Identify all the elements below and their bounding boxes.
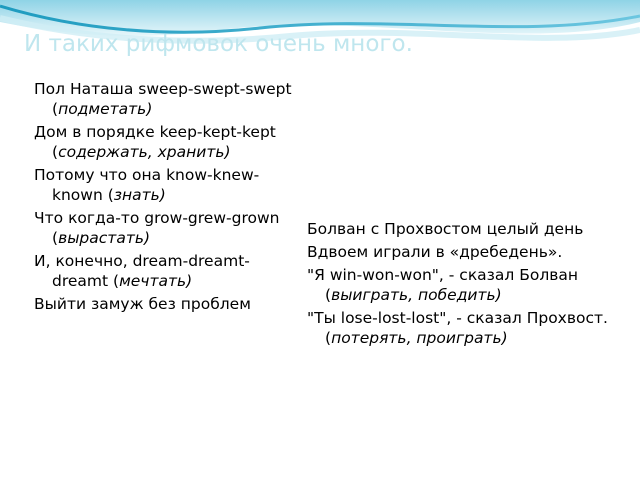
list-item: "Я win-won-won", - сказал Болван (выиграть, победить): [307, 266, 579, 304]
slide-title: И таких рифмовок очень много.: [24, 31, 413, 57]
list-item: Потому что она know-knew-known (знать): [34, 166, 260, 204]
translation: вырастать): [58, 229, 151, 247]
list-item: Болван с Прохвостом целый день: [307, 220, 584, 238]
list-item: "Ты lose-lost-lost", - сказал Прохвост. (потерять, проиграть): [307, 309, 608, 347]
list-item: Вдвоем играли в «дребедень».: [307, 243, 563, 261]
list-item: Выйти замуж без проблем: [34, 295, 251, 313]
translation: потерять, проиграть): [331, 329, 508, 347]
translation: выиграть, победить): [331, 286, 502, 304]
list-item: Дом в порядке keep-kept-kept (содержать, хранить): [34, 123, 276, 161]
translation: подметать): [58, 100, 153, 118]
list-item: Что когда-то grow-grew-grown (вырастать): [34, 209, 280, 247]
right-rhyme-list: [307, 219, 617, 351]
list-item: И, конечно, dream-dreamt-dreamt (мечтать): [34, 252, 250, 290]
left-rhyme-list: [34, 79, 299, 317]
translation: мечтать): [119, 272, 193, 290]
list-item: Пол Наташа sweep-swept-swept (подметать): [34, 80, 292, 118]
translation: содержать, хранить): [58, 143, 231, 161]
translation: знать): [113, 186, 166, 204]
